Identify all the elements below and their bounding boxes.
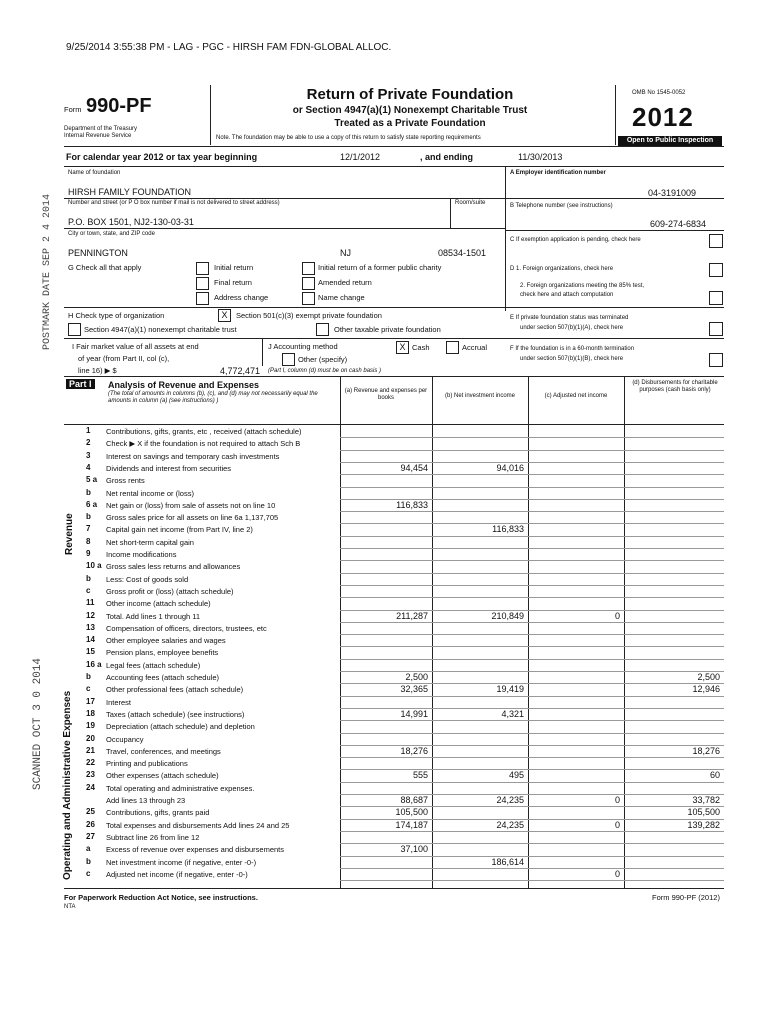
d1-checkbox[interactable]: [709, 263, 723, 277]
former-charity-label: Initial return of a former public charity: [318, 263, 442, 272]
cell-a: 555: [412, 770, 428, 781]
street-label: Number and street (or P O box number if mail is not delivered to street address): [68, 200, 280, 206]
row-label: Net investment income (if negative, enter -0-): [106, 857, 257, 867]
address-change-label: Address change: [214, 293, 269, 302]
cell-b: 4,321: [501, 708, 524, 719]
city-label: City or town, state, and ZIP code: [68, 231, 155, 237]
cell-a: 174,187: [395, 819, 428, 830]
col-c-header: (c) Adjusted net income: [544, 393, 608, 399]
initial-return-checkbox[interactable]: [196, 262, 209, 275]
ein-label: A Employer identification number: [510, 170, 606, 176]
row-label: Net short-term capital gain: [106, 537, 194, 547]
street-address: P.O. BOX 1501, NJ2-130-03-31: [68, 217, 194, 227]
cell-a: 88,687: [400, 795, 428, 805]
row-rule: [340, 536, 724, 537]
g-label: G Check all that apply: [68, 263, 142, 272]
row-rule: [340, 733, 724, 734]
other-taxable-label: Other taxable private foundation: [334, 325, 441, 334]
expenses-side-label: Operating and Administrative Expenses: [62, 690, 73, 880]
fmv-value: 4,772,471: [219, 366, 260, 376]
initial-return-label: Initial return: [214, 263, 254, 272]
row-rule: [340, 880, 724, 881]
room-label: Room/suite: [455, 200, 486, 206]
row-label: Income modifications: [106, 550, 177, 559]
d2-checkbox[interactable]: [709, 291, 723, 305]
ein: 04-3191009: [648, 188, 697, 198]
amended-return-checkbox[interactable]: [302, 277, 315, 290]
d2b-label: check here and attach computation: [520, 292, 614, 298]
cell-a: 18,276: [400, 745, 428, 756]
state: NJ: [340, 248, 351, 258]
row-label: Gross sales less returns and allowances: [106, 562, 241, 572]
col-b-header: (b) Net investment income: [444, 393, 516, 399]
cash-checkbox[interactable]: X: [396, 341, 409, 354]
row-number: c: [86, 684, 91, 694]
c-checkbox[interactable]: [709, 234, 723, 248]
scanned-stamp: SCANNED OCT 3 0 2014: [32, 657, 44, 790]
part1-title: Analysis of Revenue and Expenses: [108, 380, 260, 390]
d1-label: D 1. Foreign organizations, check here: [510, 266, 614, 272]
row-number: 10 a: [86, 561, 102, 571]
form-subtitle-1: or Section 4947(a)(1) Nonexempt Charitable Trust: [292, 105, 528, 116]
footer-nta: NTA: [64, 904, 76, 910]
cell-a: 94,454: [400, 462, 428, 473]
print-header: 9/25/2014 3:55:38 PM - LAG - PGC - HIRSH FAM FDN-GLOBAL ALLOC.: [66, 42, 392, 53]
row-number: b: [86, 512, 91, 522]
row-label: Accounting fees (attach schedule): [106, 673, 219, 682]
row-number: 24: [86, 782, 95, 792]
row-number: 9: [86, 549, 91, 558]
irs-label: Internal Revenue Service: [64, 133, 132, 139]
row-label: Pension plans, employee benefits: [106, 648, 219, 658]
row-number: 27: [86, 831, 95, 841]
cell-b: 210,849: [491, 610, 524, 621]
col-a-header: (a) Revenue and expenses per books: [344, 388, 428, 401]
row-rule: [340, 511, 724, 512]
col-d-header: (d) Disbursements for charitable purposes (cash basis only): [632, 380, 718, 393]
form-number: 990-PF: [85, 95, 152, 117]
cell-d: 139,282: [687, 819, 720, 830]
row-rule: [340, 585, 724, 586]
i-line1: I Fair market value of all assets at end: [72, 342, 199, 351]
row-label: Gross sales price for all assets on line 6a 1,137,705: [106, 513, 279, 523]
name-change-checkbox[interactable]: [302, 292, 315, 305]
omb-number: OMB No 1545-0052: [632, 90, 686, 96]
row-number: 20: [86, 733, 95, 743]
address-change-checkbox[interactable]: [196, 292, 209, 305]
cell-d: 12,946: [692, 684, 720, 695]
row-label: Contributions, gifts, grants, etc , received (attach schedule): [106, 427, 302, 436]
row-rule: [340, 696, 724, 697]
cell-b: 116,833: [492, 524, 524, 535]
tax-year: 2012: [632, 102, 694, 132]
cell-d: 105,500: [687, 807, 720, 818]
row-number: 18: [86, 708, 95, 718]
cell-c: 0: [614, 610, 620, 621]
row-label: Less: Cost of goods sold: [106, 574, 189, 584]
row-number: b: [86, 856, 91, 866]
cell-a: 37,100: [400, 844, 428, 855]
other-taxable-checkbox[interactable]: [316, 323, 329, 336]
cell-c: 0: [614, 819, 620, 830]
cell-a: 105,500: [395, 807, 428, 818]
row-number: 1: [86, 426, 91, 435]
4947-checkbox[interactable]: [68, 323, 81, 336]
row-rule: [340, 548, 724, 549]
row-rule: [340, 720, 724, 721]
c-label: C If exemption application is pending, check here: [510, 237, 641, 243]
row-label: Net gain or (loss) from sale of assets not on line 10: [106, 500, 276, 510]
cell-a: 32,365: [400, 684, 428, 695]
other-method-checkbox[interactable]: [282, 353, 295, 366]
cell-b: 24,235: [496, 819, 524, 830]
foundation-name: HIRSH FAMILY FOUNDATION: [68, 187, 192, 197]
row-rule: [340, 437, 724, 438]
row-label: Gross rents: [106, 476, 145, 486]
row-number: 3: [86, 450, 91, 460]
row-label: Net rental income or (loss): [106, 488, 194, 498]
cell-a: 14,991: [400, 708, 428, 719]
row-rule: [340, 831, 724, 832]
row-rule: [340, 622, 724, 623]
row-label: Add lines 13 through 23: [106, 796, 186, 805]
row-number: 8: [86, 536, 91, 546]
accrual-label: Accrual: [462, 343, 488, 352]
cell-b: 19,419: [496, 684, 524, 695]
row-number: 25: [86, 807, 95, 817]
cell-c: 0: [614, 795, 620, 805]
city: PENNINGTON: [68, 248, 128, 258]
open-public-badge: Open to Public Inspection: [618, 136, 722, 146]
501c3-checkbox[interactable]: X: [218, 309, 231, 322]
row-number: 11: [86, 598, 95, 608]
cash-label: Cash: [412, 343, 430, 352]
row-label: Subtract line 26 from line 12: [106, 832, 200, 842]
row-label: Other professional fees (attach schedule): [106, 685, 244, 695]
row-number: 5 a: [86, 475, 98, 485]
row-rule: [340, 474, 724, 475]
row-label: Taxes (attach schedule) (see instructions): [106, 709, 245, 719]
row-number: 6 a: [86, 499, 98, 509]
row-number: 4: [86, 462, 91, 472]
former-charity-checkbox[interactable]: [302, 262, 315, 275]
row-number: 26: [86, 819, 95, 829]
accrual-checkbox[interactable]: [446, 341, 459, 354]
cell-b: 186,614: [491, 856, 524, 867]
name-change-label: Name change: [318, 293, 365, 302]
row-label: Capital gain net income (from Part IV, line 2): [106, 525, 253, 535]
row-label: Occupancy: [106, 734, 144, 744]
cell-d: 18,276: [692, 745, 720, 756]
row-number: 22: [86, 758, 95, 768]
cell-d: 60: [709, 770, 720, 781]
revenue-side-label: Revenue: [64, 513, 75, 555]
row-rule: [340, 597, 724, 598]
period-begin: 12/1/2012: [340, 152, 381, 162]
j-label: J Accounting method: [268, 342, 338, 351]
row-rule: [340, 487, 724, 488]
row-label: Contributions, gifts, grants paid: [106, 808, 210, 818]
row-rule: [340, 560, 724, 561]
row-label: Total. Add lines 1 through 11: [106, 611, 201, 621]
row-rule: [340, 573, 724, 574]
501c3-label: Section 501(c)(3) exempt private foundation: [236, 311, 382, 320]
part1-label: Part I: [66, 379, 95, 389]
row-number: c: [86, 585, 91, 595]
row-label: Interest on savings and temporary cash investments: [106, 451, 280, 461]
row-rule: [340, 523, 724, 524]
row-label: Other employee salaries and wages: [106, 636, 226, 646]
final-return-checkbox[interactable]: [196, 277, 209, 290]
e1-label: E If private foundation status was terminated: [510, 315, 629, 321]
cell-b: 24,235: [496, 795, 524, 805]
row-label: Other income (attach schedule): [106, 599, 211, 609]
row-label: Other expenses (attach schedule): [106, 771, 219, 781]
row-rule: [340, 646, 724, 647]
row-number: b: [86, 487, 91, 497]
f2-label: under section 507(b)(1)(B), check here: [520, 356, 624, 362]
row-label: Check ▶ X if the foundation is not required to attach Sch B: [106, 439, 301, 449]
f1-label: F If the foundation is in a 60-month termination: [510, 346, 635, 352]
4947-label: Section 4947(a)(1) nonexempt charitable trust: [84, 325, 237, 334]
row-label: Depreciation (attach schedule) and depletion: [106, 722, 255, 732]
form-prefix: Form: [64, 105, 82, 114]
row-label: Excess of revenue over expenses and disbursements: [106, 845, 285, 855]
row-number: b: [86, 672, 91, 681]
row-rule: [340, 634, 724, 635]
row-label: Printing and publications: [106, 759, 188, 769]
row-number: 2: [86, 438, 91, 448]
row-label: Adjusted net income (if negative, enter -0-): [106, 869, 248, 879]
row-number: 15: [86, 647, 95, 657]
amended-return-label: Amended return: [318, 278, 372, 287]
d2a-label: 2. Foreign organizations meeting the 85% test,: [520, 283, 645, 289]
f-checkbox[interactable]: [709, 353, 723, 367]
form-subtitle-2: Treated as a Private Foundation: [334, 118, 486, 129]
row-rule: [340, 856, 724, 857]
row-label: Travel, conferences, and meetings: [106, 746, 221, 756]
cell-b: 495: [508, 770, 524, 781]
form-note: Note. The foundation may be able to use a copy of this return to satisfy state reporting requirements: [216, 135, 481, 141]
row-label: Total operating and administrative expenses.: [106, 783, 255, 793]
footer-left: For Paperwork Reduction Act Notice, see instructions.: [64, 893, 258, 902]
cell-a: 116,833: [396, 499, 428, 510]
postmark-stamp: POSTMARK DATE SEP 2 4 2014: [42, 193, 53, 350]
row-number: 23: [86, 770, 95, 780]
i-line3: line 16) ▶ $: [78, 366, 117, 375]
part1-desc: (The total of amounts in columns (b), (c), and (d) may not necessarily equal the amounts in column (a) (see instructions) ): [108, 391, 318, 404]
phone: 609-274-6834: [650, 219, 707, 229]
row-rule: [340, 659, 724, 660]
row-number: 14: [86, 635, 95, 645]
row-label: Interest: [106, 697, 132, 707]
period-label: For calendar year 2012 or tax year beginning: [66, 152, 258, 162]
period-and-ending: , and ending: [420, 152, 473, 162]
row-label: Gross profit or (loss) (attach schedule): [106, 586, 234, 596]
row-number: 17: [86, 696, 95, 706]
e-checkbox[interactable]: [709, 322, 723, 336]
form-title: Return of Private Foundation: [306, 86, 514, 103]
period-end: 11/30/2013: [518, 152, 563, 162]
row-number: 7: [86, 524, 91, 534]
cell-a: 211,287: [396, 610, 428, 621]
row-rule: [340, 757, 724, 758]
row-label: Total expenses and disbursements Add lines 24 and 25: [106, 820, 290, 830]
form-id: [64, 95, 152, 118]
row-number: 19: [86, 721, 95, 731]
name-label: Name of foundation: [68, 170, 121, 176]
cell-a: 2,500: [405, 672, 428, 682]
final-return-label: Final return: [214, 278, 252, 287]
footer-right: Form 990-PF (2012): [652, 893, 720, 902]
row-number: 16 a: [86, 659, 102, 669]
row-label: Dividends and interest from securities: [106, 463, 232, 473]
row-label: Legal fees (attach schedule): [106, 660, 201, 670]
cash-basis-note: (Part I, column (d) must be on cash basis ): [268, 368, 382, 374]
zip: 08534-1501: [438, 248, 487, 258]
cell-d: 2,500: [697, 672, 720, 682]
row-rule: [340, 782, 724, 783]
e2-label: under section 507(b)(1)(A), check here: [520, 325, 624, 331]
row-number: b: [86, 573, 91, 583]
i-line2: of year (from Part II, col (c),: [78, 354, 170, 363]
cell-c: 0: [614, 868, 620, 879]
row-rule: [340, 450, 724, 451]
phone-label: B Telephone number (see instructions): [510, 203, 613, 209]
row-label: Compensation of officers, directors, trustees, etc: [106, 623, 267, 633]
row-number: a: [86, 844, 91, 854]
row-number: 13: [86, 622, 95, 632]
cell-d: 33,782: [692, 795, 720, 805]
other-method-label: Other (specify): [298, 355, 348, 364]
row-number: 21: [86, 745, 95, 755]
h-label: H Check type of organization: [68, 311, 165, 320]
row-number: 12: [86, 610, 95, 620]
row-number: c: [86, 868, 91, 878]
dept-label: Department of the Treasury: [64, 126, 138, 132]
cell-b: 94,016: [496, 462, 524, 473]
